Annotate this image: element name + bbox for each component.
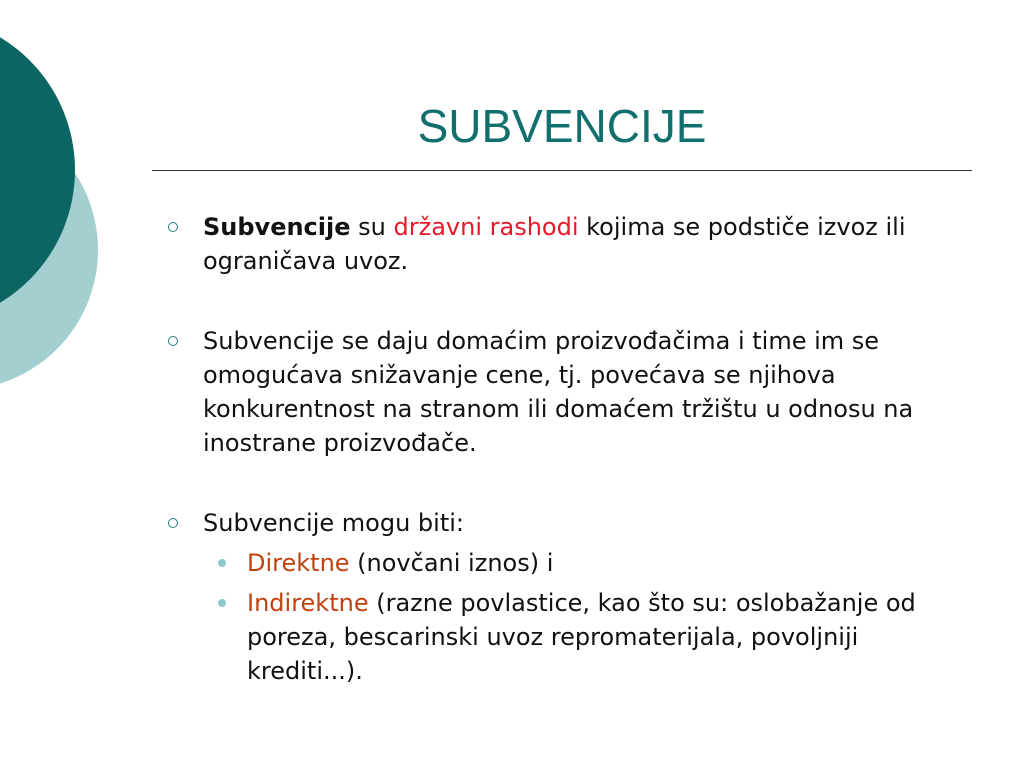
title-divider — [152, 170, 972, 171]
subbullet-direct — [165, 546, 965, 580]
filled-dot-bullet-icon — [218, 559, 226, 567]
highlighted-term: Indirektne — [247, 589, 369, 617]
bullet-subsidy-purpose — [165, 324, 965, 460]
slide-title: SUBVENCIJE — [417, 100, 707, 152]
hollow-circle-bullet-icon — [168, 336, 178, 346]
bullet-subsidy-definition — [165, 210, 965, 278]
bullet-text: su — [350, 213, 394, 241]
bullet-text: Subvencije se daju domaćim proizvođačima i time im se omogućava snižavanje cene, tj. povećava se njihova konkurentnost na stranom ili domaćem tržištu u odnosu na inostrane proizvođače. — [203, 327, 914, 457]
hollow-circle-bullet-icon — [168, 518, 178, 528]
bullet-subsidy-types — [165, 506, 965, 540]
hollow-circle-bullet-icon — [168, 222, 178, 232]
highlighted-term: Direktne — [247, 549, 350, 577]
subbullet-indirect — [165, 586, 965, 688]
subbullet-text: (razne povlastice, kao što su: oslobažanje od poreza, bescarinski uvoz repromaterijala, povoljniji krediti...). — [247, 589, 916, 685]
slide-body — [165, 210, 965, 688]
decorative-circles — [0, 0, 110, 420]
subbullet-text: (novčani iznos) i — [349, 549, 554, 577]
bullet-text: kojima se podstiče izvoz ili ograničava uvoz. — [203, 213, 906, 275]
bold-term: Subvencije — [203, 213, 351, 241]
filled-dot-bullet-icon — [218, 599, 226, 607]
bullet-text: Subvencije mogu biti: — [203, 509, 464, 537]
highlighted-term: državni rashodi — [393, 213, 579, 241]
